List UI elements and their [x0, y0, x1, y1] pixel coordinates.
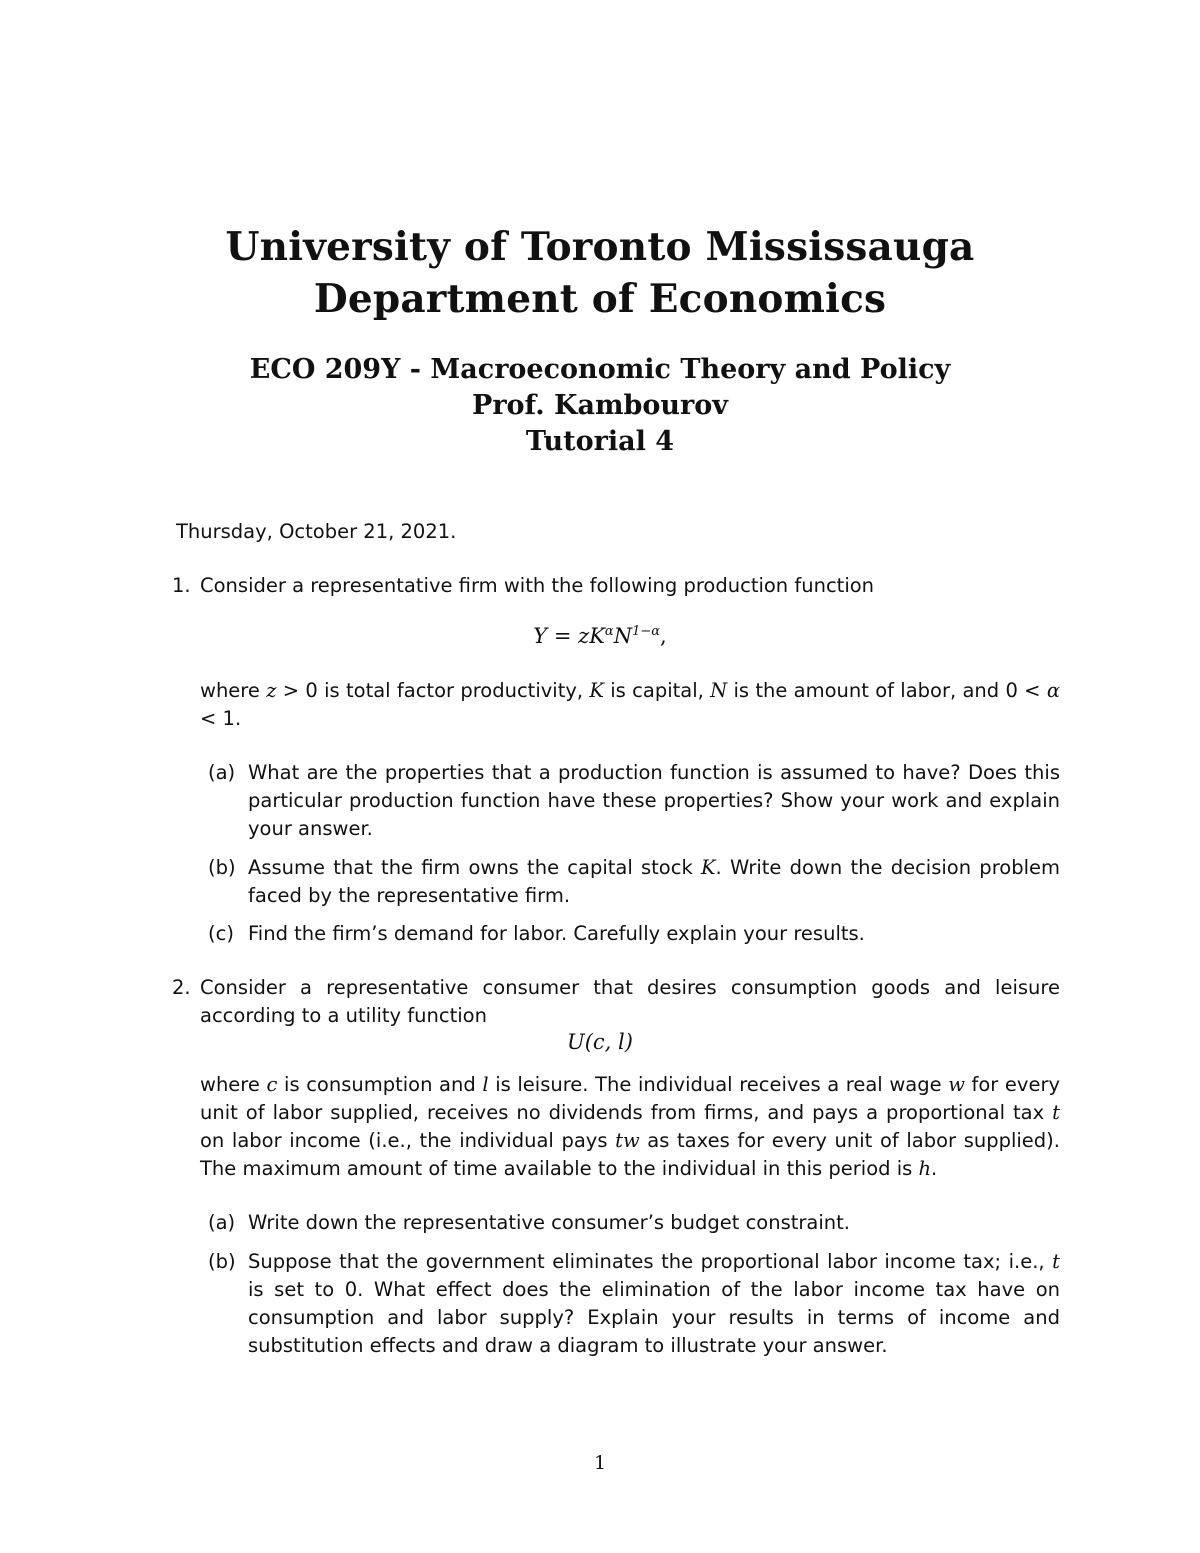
math-t: t — [1052, 1101, 1060, 1124]
q2b-text — [248, 1248, 1060, 1360]
math-K: K — [700, 856, 716, 879]
text-span: Assume that the firm owns the capital stock — [248, 856, 701, 879]
university-title: University of Toronto Mississauga — [225, 224, 975, 270]
date-line: Thursday, October 21, 2021. — [176, 520, 457, 543]
eq-K: K — [589, 624, 605, 648]
text-span: > 0 is total factor productivity, — [276, 679, 590, 702]
text-span: is consumption and — [277, 1073, 483, 1096]
text-span: where — [200, 1073, 267, 1096]
q1-where-paragraph — [200, 677, 1060, 733]
eq-z: z — [578, 624, 590, 648]
text-span: Suppose that the government eliminates the proportional labor income tax; i.e., — [248, 1250, 1053, 1273]
professor-name: Prof. Kambourov — [472, 390, 728, 421]
eq-comma: , — [660, 624, 667, 648]
q1b-text — [248, 854, 1060, 910]
eq-alpha: α — [604, 624, 614, 639]
q1-number: 1. — [172, 574, 191, 597]
math-w: w — [948, 1073, 965, 1096]
q1a-text: What are the properties that a production function is assumed to have? Does this particular production function have these properties? Show your work and explain your answer. — [248, 761, 1060, 840]
q2a-label: (a) — [208, 1211, 236, 1234]
q1c-text: Find the firm’s demand for labor. Carefully explain your results. — [248, 922, 865, 945]
tutorial-title: Tutorial 4 — [525, 426, 675, 457]
q1-intro: Consider a representative firm with the following production function — [200, 574, 875, 597]
text-span: is leisure. The individual receives a real wage — [488, 1073, 949, 1096]
eq-N: N — [613, 624, 633, 648]
text-span: as taxes for every unit of labor supplied). The maximum amount of time available to the individual in this period is — [200, 1129, 1060, 1180]
eq-lhs: Y — [533, 624, 548, 648]
q1c-label: (c) — [208, 922, 234, 945]
math-z: z — [266, 679, 277, 702]
text-span: for every unit of labor supplied, receives no dividends from firms, and pays a proportional tax — [200, 1073, 1061, 1124]
q2b-label: (b) — [208, 1250, 236, 1273]
q2-number: 2. — [172, 976, 191, 999]
math-alpha: α — [1046, 679, 1060, 702]
department-title: Department of Economics — [313, 276, 887, 322]
text-span: where — [200, 679, 267, 702]
text-span: on labor income (i.e., the individual pays — [200, 1129, 616, 1152]
text-span: . — [931, 1157, 938, 1180]
math-K: K — [589, 679, 604, 702]
text-span: is the amount of labor, and 0 < — [727, 679, 1047, 702]
q1a-label: (a) — [208, 761, 236, 784]
text-span: is set to 0. What effect does the elimination of the labor income tax have on consumption and labor supply? Explain your results in terms of income and substitution effects and draw a diagram to illustrate your answer. — [248, 1278, 1060, 1357]
math-l: l — [482, 1073, 489, 1096]
math-c: c — [266, 1073, 278, 1096]
q2a-text: Write down the representative consumer’s budget constraint. — [248, 1211, 850, 1234]
q2-intro: Consider a representative consumer that desires consumption goods and leisure according to a utility function — [200, 976, 1060, 1027]
eq-equals: = — [547, 624, 579, 648]
eq-exponent: 1−α — [632, 624, 661, 639]
course-title: ECO 209Y - Macroeconomic Theory and Policy — [249, 354, 951, 385]
page-number: 1 — [593, 1452, 607, 1474]
math-h: h — [918, 1157, 932, 1180]
q2-where-paragraph — [200, 1071, 1060, 1183]
text-span: . Write down the decision problem faced by the representative firm. — [248, 856, 1060, 907]
q1b-label: (b) — [208, 856, 236, 879]
q2-utility-function: U(c, l) — [567, 1030, 633, 1054]
text-span: is capital, — [603, 679, 711, 702]
math-tw: tw — [615, 1129, 640, 1152]
q1-production-function — [0, 624, 1200, 648]
math-t: t — [1052, 1250, 1060, 1273]
math-N: N — [710, 679, 728, 702]
text-span: < 1. — [200, 707, 242, 730]
